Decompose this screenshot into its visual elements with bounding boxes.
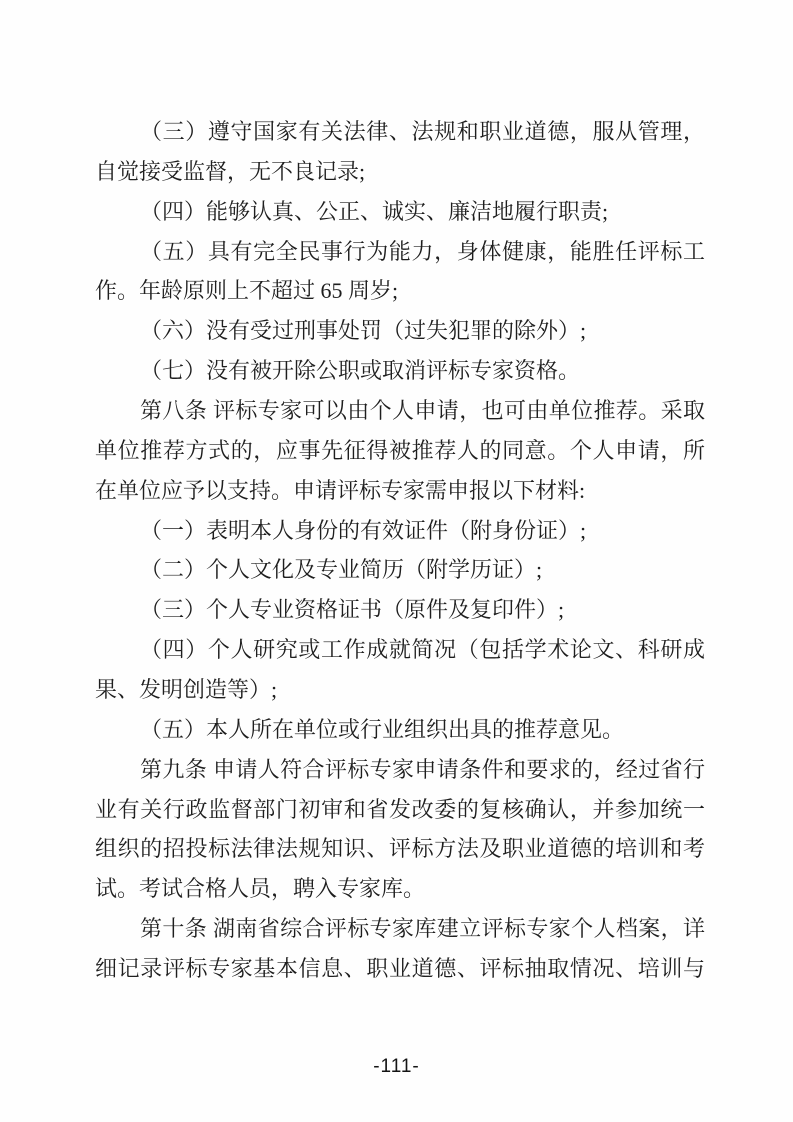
text-line: 在单位应予以支持。申请评标专家需申报以下材料: — [95, 477, 586, 503]
text-line: （二）个人文化及专业简历（附学历证）; — [140, 557, 543, 583]
text-line: 自觉接受监督，无不良记录; — [95, 158, 366, 184]
text-line: （一）表明本人身份的有效证件（附身份证）; — [140, 517, 587, 543]
text-line: （四）个人研究或工作成就简况（包括学术论文、科研成 — [140, 637, 705, 663]
text-line: 第九条 申请人符合评标专家申请条件和要求的，经过省行 — [140, 756, 705, 782]
text-line: 业有关行政监督部门初审和省发改委的复核确认，并参加统一 — [95, 796, 705, 822]
text-line: （三）个人专业资格证书（原件及复印件）; — [140, 597, 565, 623]
text-line: 第十条 湖南省综合评标专家库建立评标专家个人档案，详 — [140, 916, 705, 942]
page-number: -111- — [373, 1056, 420, 1077]
document-body — [95, 112, 705, 989]
text-line: 第八条 评标专家可以由个人申请，也可由单位推荐。采取 — [140, 398, 705, 424]
text-line: 细记录评标专家基本信息、职业道德、评标抽取情况、培训与 — [95, 956, 705, 982]
text-line: 果、发明创造等）; — [95, 677, 278, 703]
text-line: （六）没有受过刑事处罚（过失犯罪的除外）; — [140, 318, 587, 344]
text-line: （三）遵守国家有关法律、法规和职业道德，服从管理， — [140, 119, 705, 144]
text-line: 试。考试合格人员，聘入专家库。 — [95, 876, 426, 902]
text-line: 单位推荐方式的，应事先征得被推荐人的同意。个人申请，所 — [95, 437, 705, 463]
text-line: （七）没有被开除公职或取消评标专家资格。 — [140, 358, 581, 384]
text-line: 组织的招投标法律法规知识、评标方法及职业道德的培训和考 — [95, 836, 705, 862]
text-line: （五）本人所在单位或行业组织出具的推荐意见。 — [140, 716, 625, 742]
text-line: 作。年龄原则上不超过 65 周岁; — [95, 278, 399, 304]
text-line: （五）具有完全民事行为能力，身体健康，能胜任评标工 — [140, 238, 705, 264]
text-line: （四）能够认真、公正、诚实、廉洁地履行职责; — [140, 198, 609, 224]
